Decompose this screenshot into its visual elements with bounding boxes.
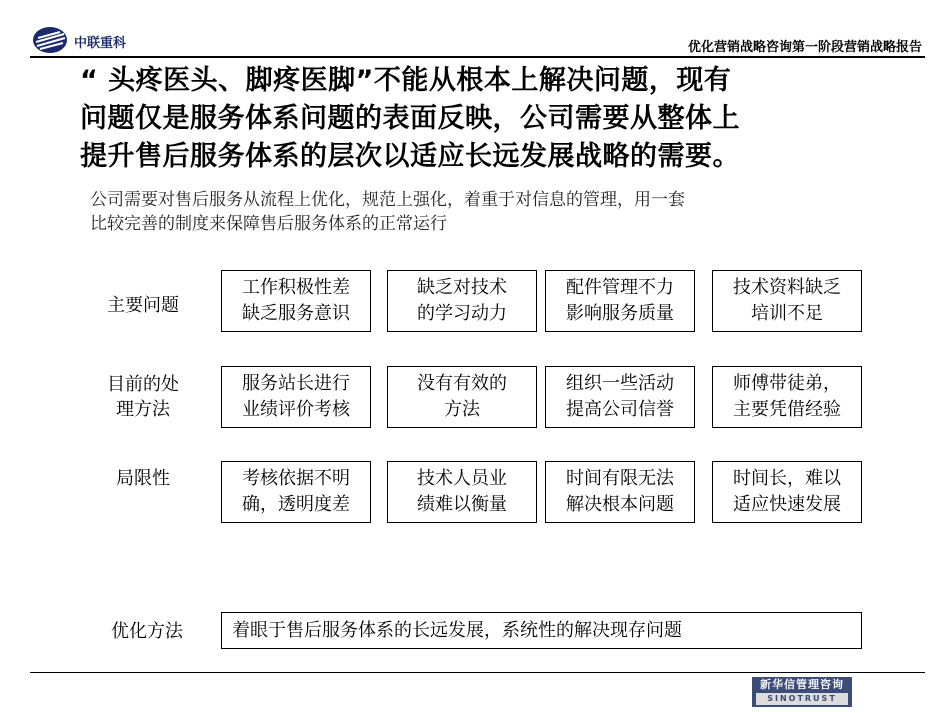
row-label-line: 目前的处 [107, 374, 179, 395]
cell-line: 业绩评价考核 [242, 399, 350, 420]
problem-cell [712, 270, 862, 332]
cell-line: 配件管理不力 [566, 277, 674, 298]
cell-line: 技术资料缺乏 [733, 277, 841, 298]
cell-line: 组织一些活动 [566, 373, 674, 394]
cell-line: 技术人员业 [417, 468, 507, 489]
zoomlion-logo-icon [32, 26, 68, 54]
method-cell [712, 366, 862, 428]
limitation-cell [221, 461, 371, 523]
header-divider [30, 56, 925, 58]
problem-cell [387, 270, 537, 332]
sinotrust-logo-cn: 新华信管理咨询 [760, 678, 844, 691]
headline [80, 62, 880, 176]
cell-line: 考核依据不明 [242, 468, 350, 489]
cell-line: 缺乏对技术 [417, 277, 507, 298]
method-cell [387, 366, 537, 428]
method-cell [545, 366, 695, 428]
optimization-box: 着眼于售后服务体系的长远发展，系统性的解决现存问题 [221, 612, 862, 649]
row-label-limitations [88, 466, 198, 491]
row-label-line: 理方法 [116, 399, 170, 420]
cell-line: 绩难以衡量 [417, 494, 507, 515]
headline-line: 问题仅是服务体系问题的表面反映，公司需要从整体上 [80, 103, 740, 134]
cell-line: 影响服务质量 [566, 303, 674, 324]
sinotrust-logo [752, 677, 852, 707]
cell-line: 解决根本问题 [566, 494, 674, 515]
cell-line: 的学习动力 [417, 303, 507, 324]
optimization-label: 优化方法 [111, 621, 183, 642]
cell-line: 提高公司信誉 [566, 399, 674, 420]
limitation-cell [387, 461, 537, 523]
cell-line: 培训不足 [751, 303, 823, 324]
cell-line: 时间有限无法 [566, 468, 674, 489]
cell-line: 适应快速发展 [733, 494, 841, 515]
row-label-line: 局限性 [116, 468, 170, 489]
cell-line: 服务站长进行 [242, 373, 350, 394]
subtitle [90, 188, 850, 236]
limitation-cell [712, 461, 862, 523]
footer-divider [30, 672, 925, 673]
cell-line: 师傅带徒弟， [733, 373, 841, 394]
subtitle-line: 比较完善的制度来保障售后服务体系的正常运行 [90, 214, 447, 234]
cell-line: 时间长，难以 [733, 468, 841, 489]
company-name: 中联重科 [74, 36, 127, 51]
row-label-line: 主要问题 [107, 295, 179, 316]
limitation-cell [545, 461, 695, 523]
problem-cell [545, 270, 695, 332]
row-label-main-problems [88, 293, 198, 318]
method-cell [221, 366, 371, 428]
row-label-current-methods [88, 372, 198, 422]
problem-cell [221, 270, 371, 332]
headline-line: “ 头疼医头、脚疼医脚”不能从根本上解决问题，现有 [80, 65, 732, 96]
headline-line: 提升售后服务体系的层次以适应长远发展战略的需要。 [80, 141, 740, 172]
cell-line: 主要凭借经验 [733, 399, 841, 420]
cell-line: 方法 [444, 399, 480, 420]
header [0, 0, 950, 60]
report-title: 优化营销战略咨询第一阶段营销战略报告 [687, 40, 922, 55]
cell-line: 确，透明度差 [242, 494, 350, 515]
cell-line: 工作积极性差 [242, 277, 350, 298]
subtitle-line: 公司需要对售后服务从流程上优化，规范上强化，着重于对信息的管理，用一套 [90, 190, 685, 210]
cell-line: 没有有效的 [417, 373, 507, 394]
sinotrust-logo-en: SINOTRUST [756, 693, 848, 705]
cell-line: 缺乏服务意识 [242, 303, 350, 324]
